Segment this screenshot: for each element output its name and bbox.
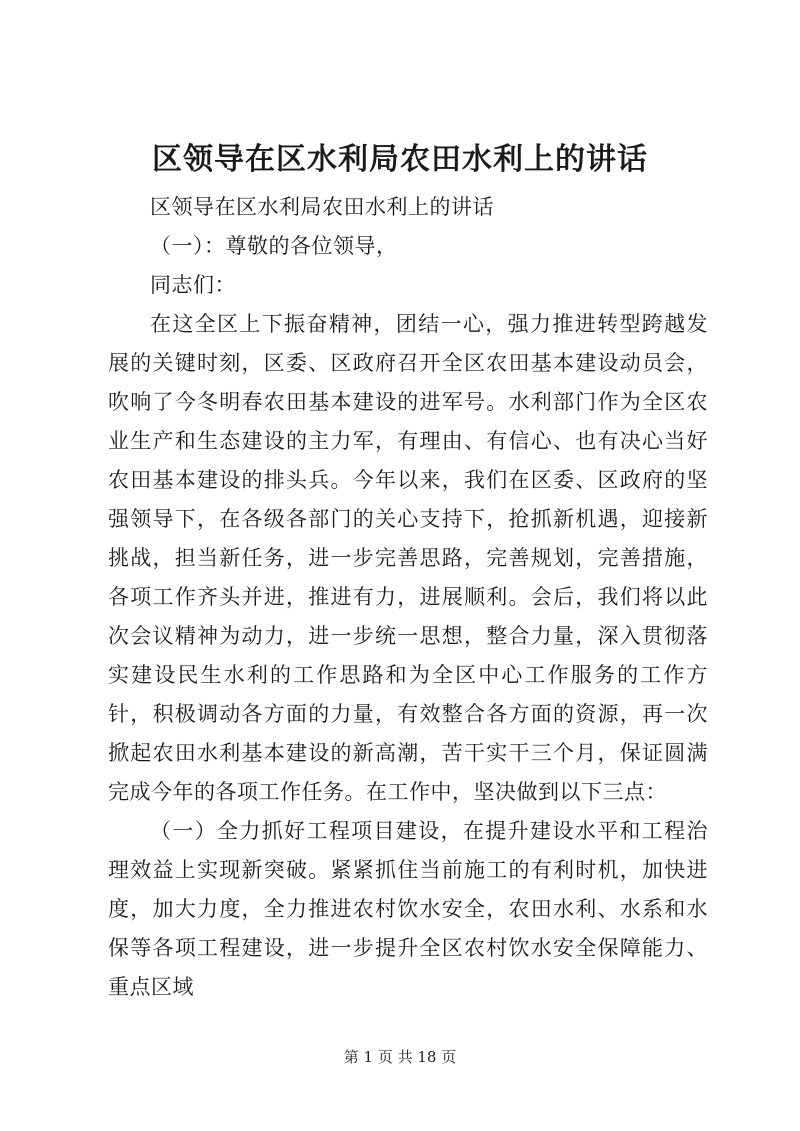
paragraph-body: （一）全力抓好工程项目建设，在提升建设水平和工程治理效益上实现新突破。紧紧抓住当前施工的有利时机，加快进度，加大力度，全力推进农村饮水安全，农田水利、水系和水保等各项工程建设，进一步提升全区农村饮水安全保障能力、重点区域	[108, 819, 708, 999]
paragraph-subtitle: 区领导在区水利局农田水利上的讲话	[150, 195, 494, 219]
paragraph-salutation: （一）：尊敬的各位领导，	[150, 234, 398, 258]
document-title: 区领导在区水利局农田水利上的讲话	[152, 142, 648, 177]
paragraph-body: 在这全区上下振奋精神，团结一心，强力推进转型跨越发展的关键时刻，区委、区政府召开全区农田基本建设动员会，吹响了今冬明春农田基本建设的进军号。水利部门作为全区农业生产和生态建设的主力军，有理由、有信心、也有决心当好农田基本建设的排头兵。今年以来，我们在区委、区政府的坚强领导下，在各级各部门的关心支持下，抢抓新机遇，迎接新挑战，担当新任务，进一步完善思路，完善规划，完善措施，各项工作齐头并进，推进有力，进展顺利。会后，我们将以此次会议精神为动力，进一步统一思想，整合力量，深入贯彻落实建设民生水利的工作思路和为全区中心工作服务的工作方针，积极调动各方面的力量，有效整合各方面的资源，再一次掀起农田水利基本建设的新高潮，苦干实干三个月，保证圆满完成今年的各项工作任务。在工作中，坚决做到以下三点：	[108, 312, 708, 804]
document-body	[108, 188, 708, 1007]
paragraph-greeting: 同志们：	[150, 273, 236, 297]
page-number-footer: 第 1 页 共 18 页	[343, 1048, 457, 1066]
